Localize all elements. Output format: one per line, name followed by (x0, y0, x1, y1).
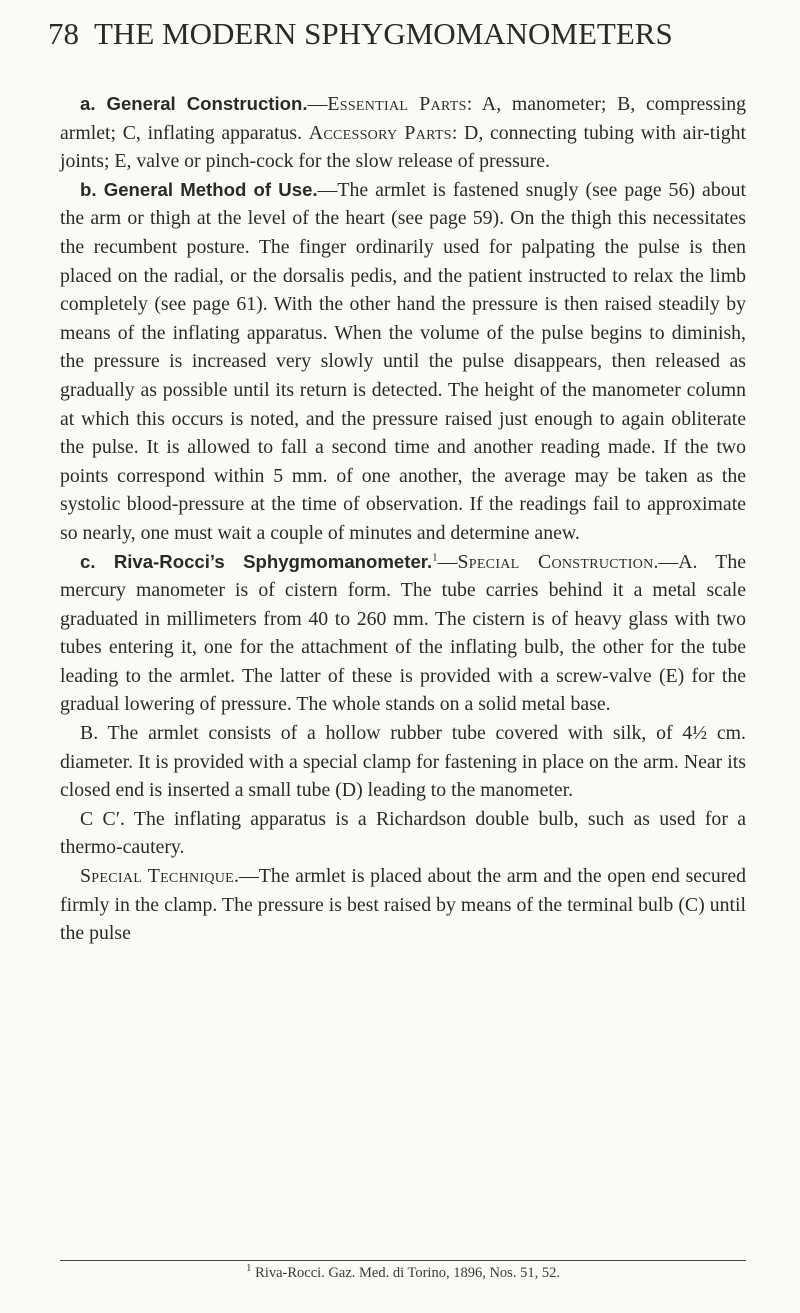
footnote (60, 1263, 746, 1283)
section-heading-b: b. General Method of Use. (80, 178, 318, 200)
paragraph-special-technique: Special Technique.—The armlet is placed about the arm and the open end secured firmly in the clamp. The pressure is best raised by means of the terminal bulb (C) until the pulse (60, 865, 746, 945)
body-text (60, 90, 746, 948)
footnote-divider (60, 1260, 746, 1261)
running-header (48, 14, 752, 54)
paragraph-riva-rocci: c. Riva-Rocci’s Sphygmomanometer.$^1$—Special Construction.—A. The mercury manometer is of cistern form. The tube carries behind it a metal scale graduated in millimeters from 40 to 260 mm. The cistern is of heavy glass with two tubes entering it, one for the attachment of the inflating bulb, the other for the tube leading to the armlet. The latter of these is provided with a screw-valve (E) for the gradual lowering of pressure. The whole stands on a solid metal base. (60, 550, 746, 716)
lead-in-special-construction: Special Construction (457, 550, 654, 573)
paragraph-armlet: B. The armlet consists of a hollow rubber tube covered with silk, of 4½ cm. diameter. It is provided with a special clamp for fastening in place on the arm. Near its closed end is inserted a small tube (D) leading to the manometer. (60, 722, 746, 802)
running-title: THE MODERN SPHYGMOMANOMETERS (94, 16, 673, 51)
page-number: 78 (48, 16, 79, 51)
footnote-marker: 1 (246, 1262, 252, 1275)
section-heading-c: c. Riva-Rocci’s Sphygmomanometer. (80, 550, 433, 572)
section-heading-a: a. General Construction. (80, 93, 308, 114)
paragraph-general-construction: a. General Construction.—Essential Parts: A, manometer; B, compressing armlet; C, inflating apparatus. Accessory Parts: D, connecting tubing with air-tight joints; E, valve or pinch-cock for the slow release of pressure. (60, 93, 746, 173)
lead-in-essential-parts: Essential Parts (327, 93, 467, 115)
lead-in-accessory-parts: Accessory Parts (308, 121, 452, 144)
footnote-text: Riva-Rocci. Gaz. Med. di Torino, 1896, Nos. 51, 52. (251, 1265, 560, 1281)
lead-in-special-technique: Special Technique (80, 865, 235, 888)
paragraph-general-method: b. General Method of Use.—The armlet is fastened snugly (see page 56) about the arm or thigh at the level of the heart (see page 59). On the thigh this necessitates the recumbent posture. The finger ordinarily used for palpating the pulse is then placed on the radial, or the dorsalis pedis, and the patient instructed to relax the limb completely (see page 61). With the other hand the pressure is then raised steadily by means of the inflating apparatus. When the volume of the pulse begins to diminish, the pressure is increased very slowly until the pulse disappears, then released as gradually as possible until its return is detected. The height of the manometer column at which this occurs is noted, and the pressure raised just enough to again obliterate the pulse. It is allowed to fall a second time and another reading made. If the two points correspond within 5 mm. of one another, the average may be taken as the systolic blood-pressure at the time of observation. If the readings fail to approximate so nearly, one must wait a couple of minutes and determine anew. (60, 178, 746, 544)
paragraph-inflating-apparatus: C C′. The inflating apparatus is a Richardson double bulb, such as used for a thermo-cautery. (60, 807, 746, 859)
footnote-reference[interactable]: 1 (432, 550, 438, 563)
